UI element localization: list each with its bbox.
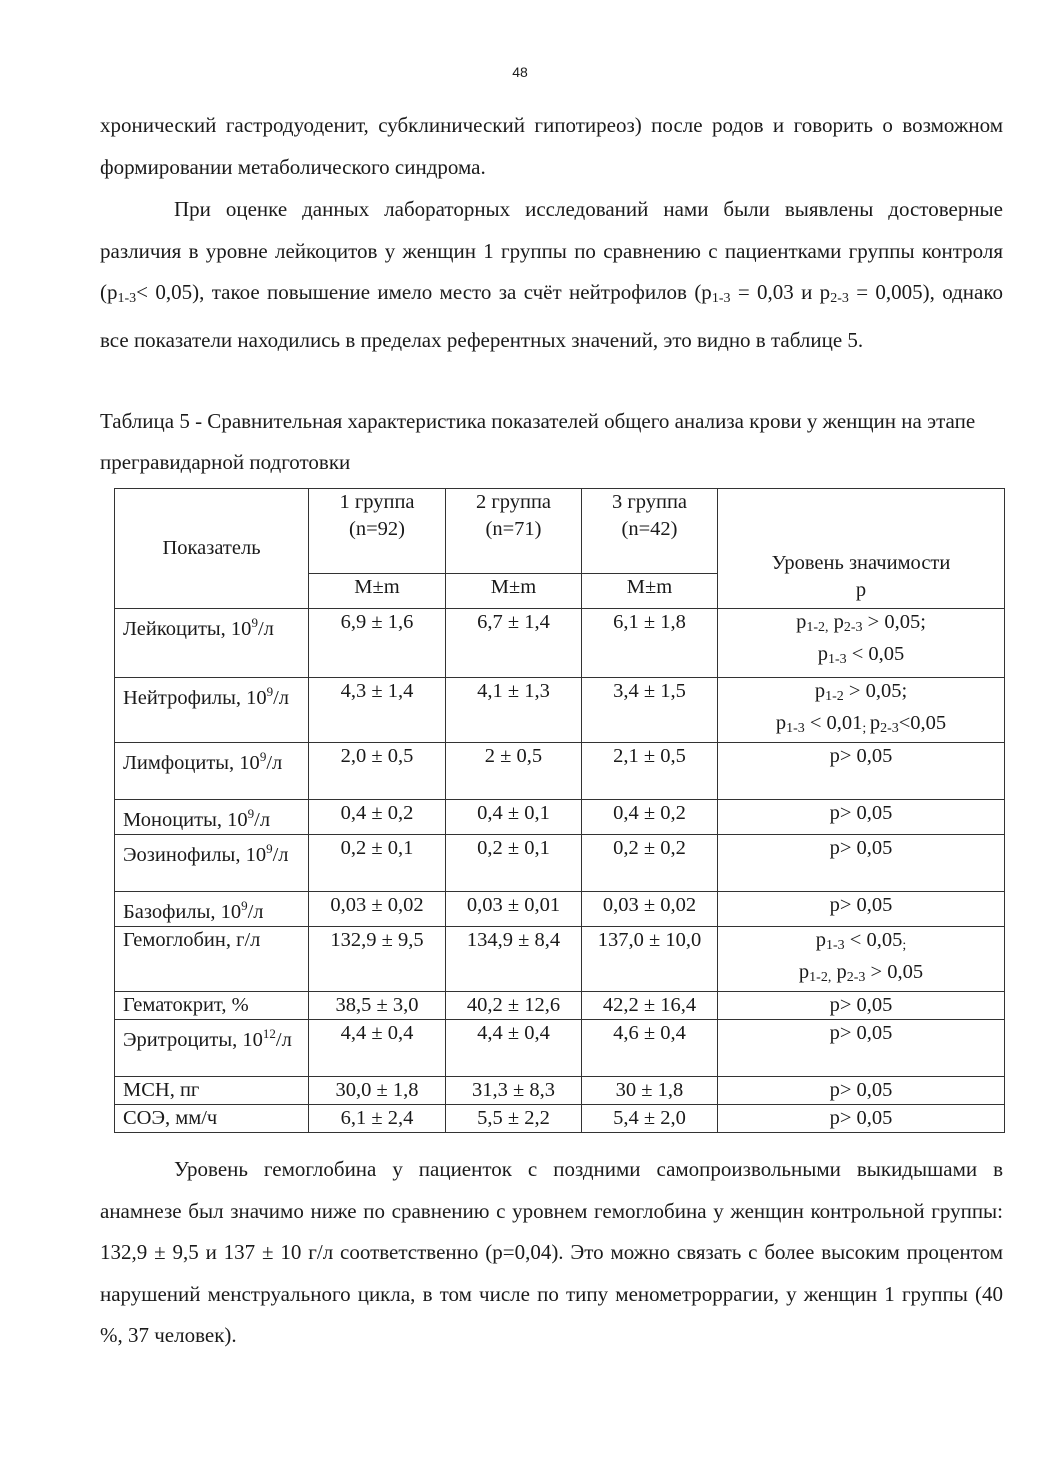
cell-significance: p> 0,05 (718, 892, 1005, 927)
cell-group-1: 30,0 ± 1,8 (309, 1077, 446, 1105)
cell-significance: p> 0,05 (718, 1105, 1005, 1133)
cell-group-3: 0,03 ± 0,02 (582, 892, 718, 927)
row-indicator: СОЭ, мм/ч (115, 1105, 309, 1133)
cell-significance: p> 0,05 (718, 1077, 1005, 1105)
table-row (115, 609, 1005, 678)
cell-group-2: 0,03 ± 0,01 (446, 892, 582, 927)
table-row (115, 1020, 1005, 1077)
paragraph-lab-results (100, 189, 1003, 361)
row-indicator: МСН, пг (115, 1077, 309, 1105)
cell-group-2: 4,4 ± 0,4 (446, 1020, 582, 1077)
row-indicator: Лейкоциты, $10^9/л$ (115, 609, 309, 678)
header-group-3: 3 группа (n=42) (582, 489, 718, 574)
cell-significance: $p_{1-2} > 0,05$; $p_{1-3} < 0,01_;$ $p_{2-3}<0,05$ (718, 678, 1005, 743)
cell-group-1: 0,03 ± 0,02 (309, 892, 446, 927)
cell-group-2: 6,7 ± 1,4 (446, 609, 582, 678)
table-row (115, 1105, 1005, 1133)
cell-group-2: 0,2 ± 0,1 (446, 835, 582, 892)
cell-group-1: 4,3 ± 1,4 (309, 678, 446, 743)
cell-group-2: 40,2 ± 12,6 (446, 992, 582, 1020)
table-row (115, 835, 1005, 892)
cell-group-1: 2,0 ± 0,5 (309, 743, 446, 800)
header-mm: M±m (309, 574, 446, 609)
blood-analysis-table (114, 488, 1005, 1133)
cell-group-3: 6,1 ± 1,8 (582, 609, 718, 678)
row-indicator: Лимфоциты, $10^9/л$ (115, 743, 309, 800)
row-indicator: Гемоглобин, г/л (115, 927, 309, 992)
cell-group-1: 6,9 ± 1,6 (309, 609, 446, 678)
cell-significance: p> 0,05 (718, 743, 1005, 800)
header-group-2: 2 группа (n=71) (446, 489, 582, 574)
paragraph-continuation (100, 105, 1003, 188)
cell-significance: p> 0,05 (718, 835, 1005, 892)
table-row (115, 678, 1005, 743)
header-mm: M±m (446, 574, 582, 609)
cell-group-1: 0,4 ± 0,2 (309, 800, 446, 835)
cell-group-2: 0,4 ± 0,1 (446, 800, 582, 835)
paragraph-text: хронический гастродуоденит, субклинический гипотиреоз) после родов и говорить о возможном формировании метаболического синдрома. (100, 113, 1003, 179)
cell-significance: p> 0,05 (718, 800, 1005, 835)
row-indicator: Базофилы, $10^9/л$ (115, 892, 309, 927)
paragraph-text: При оценке данных лабораторных исследований нами были выявлены достоверные различия в уровне лейкоцитов у женщин 1 группы по сравнению с пациентками группы контроля $(р_{1-3}< 0,05)$, такое повышение имело место за счёт нейтрофилов ($р_{1-3} = 0,03$ и $р_{2-3} = 0,005$), однако все показатели находились в пределах референтных значений, это видно в таблице 5. (100, 197, 1003, 352)
cell-group-1: 132,9 ± 9,5 (309, 927, 446, 992)
cell-group-3: 137,0 ± 10,0 (582, 927, 718, 992)
cell-group-2: 5,5 ± 2,2 (446, 1105, 582, 1133)
cell-group-1: 38,5 ± 3,0 (309, 992, 446, 1020)
row-indicator: Эозинофилы, $10^9/л$ (115, 835, 309, 892)
cell-significance: p> 0,05 (718, 992, 1005, 1020)
paragraph-text: Уровень гемоглобина у пациенток с поздними самопроизвольными выкидышами в анамнезе был значимо ниже по сравнению с уровнем гемоглобина у женщин контрольной группы: 132,9 ± 9,5 и 137 ± 10 г/л соответственно (р=0,04). Это можно связать с более высоким процентом нарушений менструального цикла, в том числе по типу менометроррагии, у женщин 1 группы (40 %, 37 человек). (100, 1157, 1003, 1347)
header-group-1: 1 группа (n=92) (309, 489, 446, 574)
cell-group-2: 134,9 ± 8,4 (446, 927, 582, 992)
header-indicator: Показатель (115, 489, 309, 609)
table-row (115, 1077, 1005, 1105)
paragraph-hemoglobin (100, 1149, 1003, 1357)
cell-group-3: 3,4 ± 1,5 (582, 678, 718, 743)
table-row (115, 800, 1005, 835)
row-indicator: Нейтрофилы, $10^9/л$ (115, 678, 309, 743)
cell-group-3: 42,2 ± 16,4 (582, 992, 718, 1020)
row-indicator: Гематокрит, % (115, 992, 309, 1020)
page-number: 48 (512, 64, 528, 80)
cell-group-1: 0,2 ± 0,1 (309, 835, 446, 892)
table-row (115, 992, 1005, 1020)
header-mm: M±m (582, 574, 718, 609)
cell-group-2: 2 ± 0,5 (446, 743, 582, 800)
cell-group-2: 31,3 ± 8,3 (446, 1077, 582, 1105)
table-row (115, 927, 1005, 992)
table-row (115, 743, 1005, 800)
table-caption: Таблица 5 - Сравнительная характеристика показателей общего анализа крови у женщин на этапе прегравидарной подготовки (100, 409, 976, 474)
cell-group-1: 4,4 ± 0,4 (309, 1020, 446, 1077)
table-header-row (115, 489, 1005, 574)
cell-group-3: 0,2 ± 0,2 (582, 835, 718, 892)
cell-significance: p> 0,05 (718, 1020, 1005, 1077)
cell-group-2: 4,1 ± 1,3 (446, 678, 582, 743)
row-indicator: Эритроциты, $10^{12}/л$ (115, 1020, 309, 1077)
header-significance: Уровень значимости p (718, 489, 1005, 609)
cell-group-3: 2,1 ± 0,5 (582, 743, 718, 800)
cell-group-1: 6,1 ± 2,4 (309, 1105, 446, 1133)
table-row (115, 892, 1005, 927)
cell-significance: $p_{1-2,}$ $p_{2-3} > 0,05$; $p_{1-3} < 0,05$ (718, 609, 1005, 678)
cell-group-3: 4,6 ± 0,4 (582, 1020, 718, 1077)
cell-significance: $p_{1-3} < 0,05_;$ $p_{1-2,}$ $p_{2-3} > 0,05$ (718, 927, 1005, 992)
cell-group-3: 0,4 ± 0,2 (582, 800, 718, 835)
row-indicator: Моноциты, $10^9/л$ (115, 800, 309, 835)
cell-group-3: 30 ± 1,8 (582, 1077, 718, 1105)
cell-group-3: 5,4 ± 2,0 (582, 1105, 718, 1133)
